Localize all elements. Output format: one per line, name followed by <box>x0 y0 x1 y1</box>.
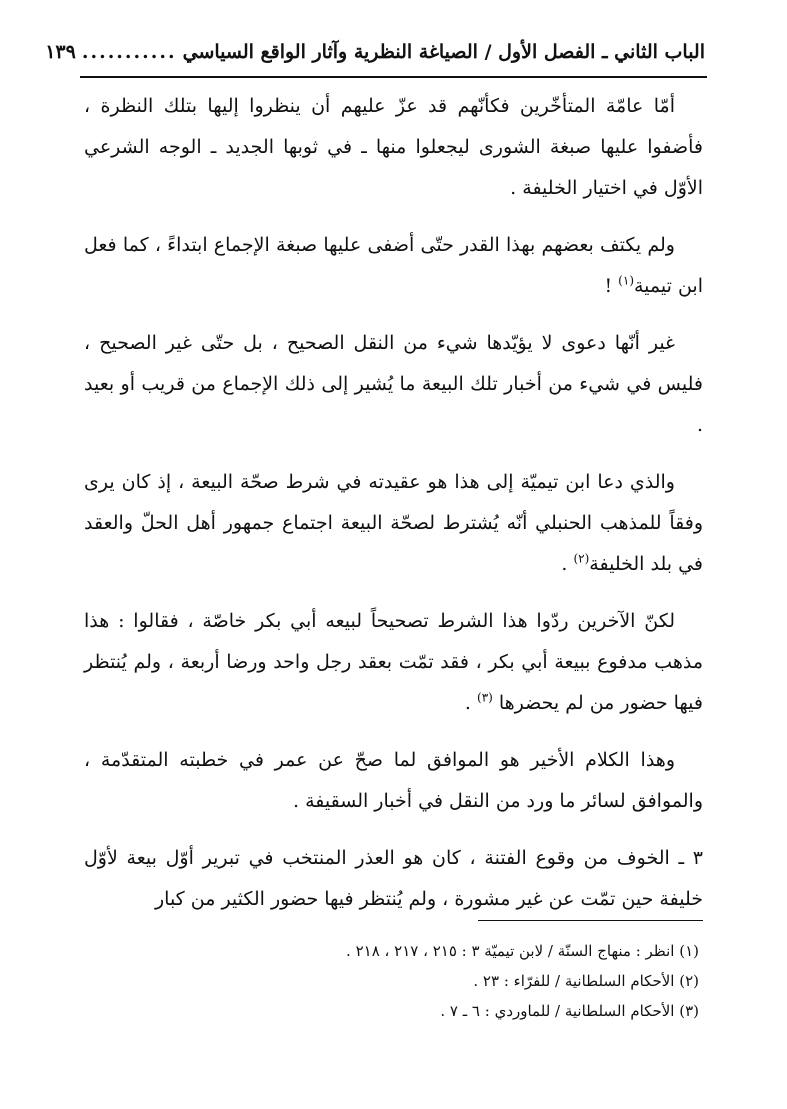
paragraph-3 <box>84 323 703 446</box>
footnote-marker[interactable]: (١) <box>618 273 634 288</box>
leader-dots: ........... <box>81 41 177 63</box>
footnote-rule <box>478 920 703 921</box>
paragraph-5 <box>84 601 703 724</box>
footnote-marker[interactable]: (٢) <box>573 551 590 566</box>
paragraph-text: ٣ ـ الخوف من وقوع الفتنة ، كان هو العذر المنتخب في تبرير أوّل بيعة لأوّل خليفة حين تمّت عن غير مشورة ، ولم يُنتظر فيها حضور الكثير من كبار <box>84 847 703 910</box>
paragraph-2 <box>84 225 703 307</box>
page-number: ١٣٩ <box>45 41 76 63</box>
paragraph-text: غير أنّها دعوى لا يؤيّدها شيء من النقل الصحيح ، بل حتّى غير الصحيح ، فليس في شيء من أخبار تلك البيعة ما يُشير إلى ذلك الإجماع من قريب أو بعيد . <box>84 332 703 436</box>
paragraph-tail: . <box>464 692 477 714</box>
paragraph-text: أمّا عامّة المتأخّرين فكأنّهم قد عزّ عليهم أن ينظروا إليها بتلك النظرة ، فأضفوا عليها صبغة الشورى ليجعلوا منها ـ في ثوبها الجديد ـ الوجه الشرعي الأوّل في اختيار الخليفة . <box>84 95 703 199</box>
paragraph-1 <box>84 86 703 209</box>
footnote-1: (١) انظر : منهاج السنّة / لابن تيميّة ٣ : ٢١٥ ، ٢١٧ ، ٢١٨ . <box>346 942 699 960</box>
paragraph-text: ولم يكتف بعضهم بهذا القدر حتّى أضفى عليها صبغة الإجماع ابتداءً ، كما فعل ابن تيمية <box>84 234 703 297</box>
footnote-3: (٣) الأحكام السلطانية / للماوردي : ٦ ـ ٧ . <box>440 1002 699 1020</box>
paragraph-tail: ! <box>604 275 619 297</box>
running-header <box>45 30 705 74</box>
paragraph-text: وهذا الكلام الأخير هو الموافق لما صحّ عن عمر في خطبته المتقدّمة ، والموافق لسائر ما ورد من النقل في أخبار السقيفة . <box>84 749 703 812</box>
header-rule <box>80 76 707 78</box>
footnote-2: (٢) الأحكام السلطانية / للفرّاء : ٢٣ . <box>473 972 699 990</box>
paragraph-tail: . <box>561 553 574 575</box>
footnote-marker[interactable]: (٣) <box>477 690 493 705</box>
paragraph-4 <box>84 462 703 585</box>
footnotes <box>84 936 703 1026</box>
main-text <box>84 86 703 936</box>
running-title: الباب الثاني ـ الفصل الأول / الصياغة النظرية وآثار الواقع السياسي <box>182 41 705 63</box>
paragraph-text: والذي دعا ابن تيميّة إلى هذا هو عقيدته في شرط صحّة البيعة ، إذ كان يرى وفقاً للمذهب الحنبلي أنّه يُشترط لصحّة البيعة اجتماع جمهور أهل الحلّ والعقد في بلد الخليفة <box>84 471 703 575</box>
paragraph-6 <box>84 740 703 822</box>
paragraph-text: لكنّ الآخرين ردّوا هذا الشرط تصحيحاً لبيعه أبي بكر خاصّة ، فقالوا : هذا مذهب مدفوع ببيعة أبي بكر ، فقد تمّت بعقد رجل واحد ورضا أربعة ، ولم يُنتظر فيها حضور من لم يحضرها <box>84 610 703 714</box>
paragraph-7 <box>84 838 703 920</box>
